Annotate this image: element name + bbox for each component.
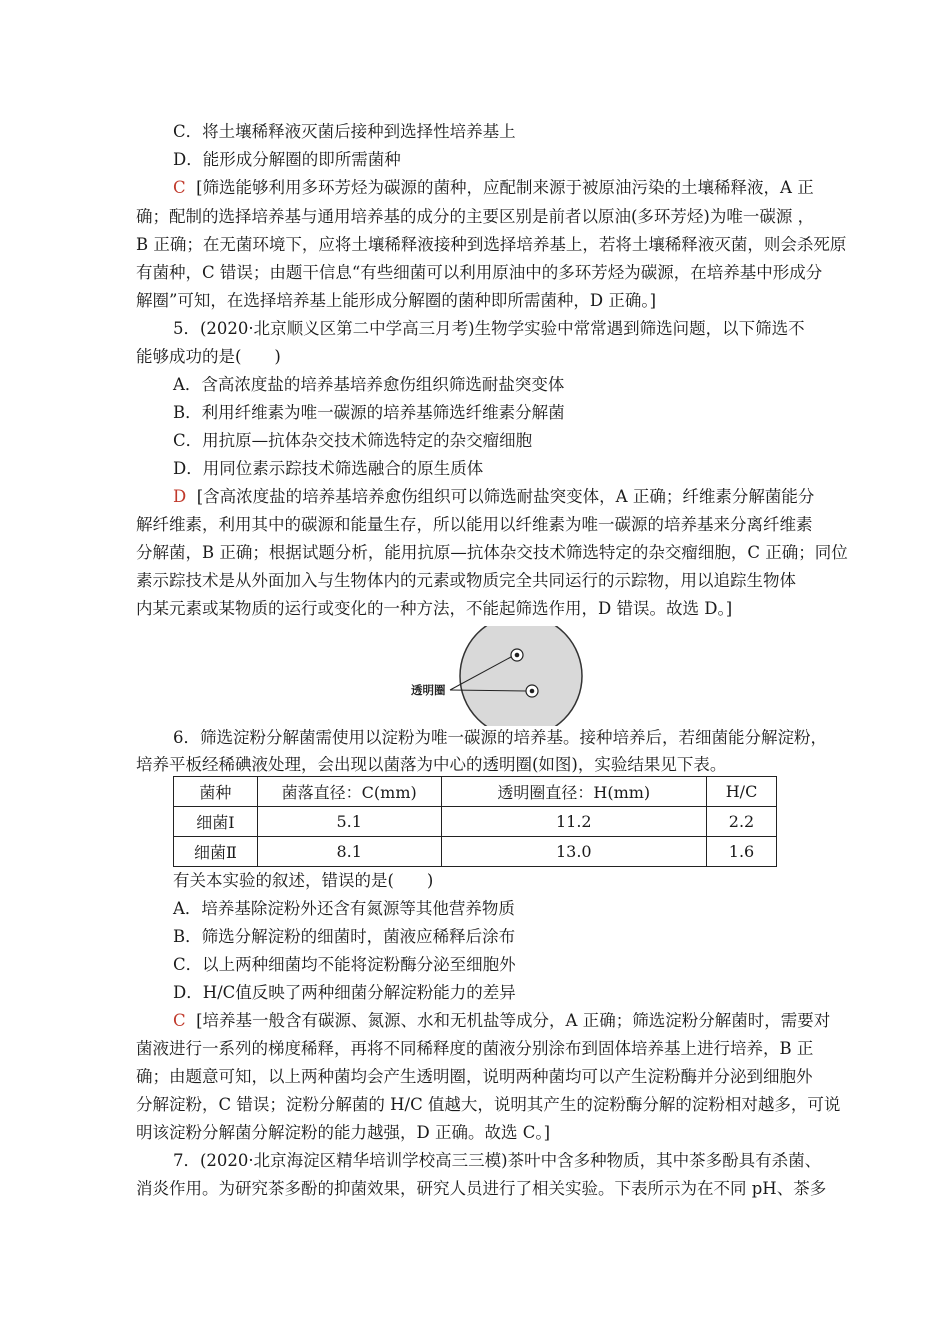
- q6-stem-line-2: 培养平板经稀碘液处理，会出现以菌落为中心的透明圈(如图)，实验结果见下表。: [136, 755, 727, 774]
- q4-explanation-line-4: 有菌种，C 错误；由题干信息“有些细菌可以利用原油中的多环芳烃为碳源，在培养基中形成分: [136, 263, 823, 282]
- q6-stem-line-1: 6．筛选淀粉分解菌需使用以淀粉为唯一碳源的培养基。接种培养后，若细菌能分解淀粉，: [173, 728, 827, 747]
- table-cell: 细菌Ⅱ: [174, 837, 258, 867]
- colony-2: [530, 689, 535, 694]
- q6-option-d: D．H/C值反映了两种细菌分解淀粉能力的差异: [173, 983, 516, 1002]
- q7-stem-line-2: 消炎作用。为研究茶多酚的抑菌效果，研究人员进行了相关实验。下表所示为在不同 pH、茶多: [136, 1179, 827, 1198]
- table-cell: 1.6: [707, 837, 777, 867]
- table-header-row: [174, 777, 777, 807]
- q5-option-a: A．含高浓度盐的培养基培养愈伤组织筛选耐盐突变体: [173, 375, 565, 394]
- q5-stem-line-2: 能够成功的是( ): [136, 347, 281, 366]
- q4-explanation-line-3: B 正确；在无菌环境下，应将土壤稀释液接种到选择培养基上，若将土壤稀释液灭菌，则会杀死原: [136, 235, 847, 254]
- q5-explanation-line-5: 内某元素或某物质的运行或变化的一种方法，不能起筛选作用，D 错误。故选 D。]: [136, 599, 733, 618]
- q6-explanation-line-2: 菌液进行一系列的梯度稀释，再将不同稀释度的菌液分别涂布到固体培养基上进行培养，B 正: [136, 1039, 814, 1058]
- q6-explanation-line-4: 分解淀粉，C 错误；淀粉分解菌的 H/C 值越大，说明其产生的淀粉酶分解的淀粉相对越多，可说: [136, 1095, 841, 1114]
- q4-option-c: C．将土壤稀释液灭菌后接种到选择性培养基上: [173, 122, 516, 141]
- q6-explanation-line-3: 确；由题意可知，以上两种菌均会产生透明圈，说明两种菌均可以产生淀粉酶并分泌到细胞外: [136, 1067, 813, 1086]
- q5-explanation-line-4: 素示踪技术是从外面加入与生物体内的元素或物质完全共同运行的示踪物，用以追踪生物体: [136, 571, 796, 590]
- colony-1: [515, 653, 520, 658]
- q6-option-b: B．筛选分解淀粉的细菌时，菌液应稀释后涂布: [173, 927, 516, 946]
- q6-explanation-line-1: C [培养基一般含有碳源、氮源、水和无机盐等成分，A 正确；筛选淀粉分解菌时，需要对: [173, 1011, 831, 1030]
- q6-option-a: A．培养基除淀粉外还含有氮源等其他营养物质: [173, 899, 515, 918]
- q4-explanation-line-1: C [筛选能够利用多环芳烃为碳源的菌种，应配制来源于被原油污染的土壤稀释液，A 正: [173, 178, 814, 197]
- q6-results-table: [173, 776, 777, 867]
- table-header-cell: 菌落直径：C(mm): [257, 777, 441, 807]
- q5-option-c: C．用抗原—抗体杂交技术筛选特定的杂交瘤细胞: [173, 431, 533, 450]
- q4-explanation-line-2: 确；配制的选择培养基与通用培养基的成分的主要区别是前者以原油(多环芳烃)为唯一碳源 ，: [136, 207, 815, 226]
- q4-option-d: D．能形成分解圈的即所需菌种: [173, 150, 401, 169]
- table-header-cell: 透明圈直径：H(mm): [441, 777, 706, 807]
- q4-answer: C: [173, 178, 186, 197]
- q5-explanation-line-2: 解纤维素，利用其中的碳源和能量生存，所以能用以纤维素为唯一碳源的培养基来分离纤维素: [136, 515, 813, 534]
- culture-plate: [460, 626, 582, 726]
- q6-after-table: 有关本实验的叙述，错误的是( ): [173, 871, 434, 890]
- table-cell: 8.1: [257, 837, 441, 867]
- transparent-ring-figure: [405, 626, 585, 726]
- q4-explanation-line-5: 解圈”可知，在选择培养基上能形成分解圈的菌种即所需菌种，D 正确。]: [136, 291, 657, 310]
- table-row: [174, 837, 777, 867]
- q5-option-d: D．用同位素示踪技术筛选融合的原生质体: [173, 459, 484, 478]
- q6-option-c: C．以上两种细菌均不能将淀粉酶分泌至细胞外: [173, 955, 516, 974]
- table-cell: 11.2: [441, 807, 706, 837]
- q5-explanation-line-3: 分解菌，B 正确；根据试题分析，能用抗原—抗体杂交技术筛选特定的杂交瘤细胞，C 正确；同位: [136, 543, 848, 562]
- q5-explanation-line-1: D [含高浓度盐的培养基培养愈伤组织可以筛选耐盐突变体，A 正确；纤维素分解菌能分: [173, 487, 815, 506]
- table-cell: 2.2: [707, 807, 777, 837]
- q7-stem-line-1: 7．(2020·北京海淀区精华培训学校高三三模)茶叶中含多种物质，其中茶多酚具有杀菌、: [173, 1151, 822, 1170]
- table-row: [174, 807, 777, 837]
- q6-answer: C: [173, 1011, 186, 1030]
- table-cell: 细菌Ⅰ: [174, 807, 258, 837]
- q5-answer: D: [173, 487, 187, 506]
- table-cell: 5.1: [257, 807, 441, 837]
- table-header-cell: 菌种: [174, 777, 258, 807]
- q5-option-b: B．利用纤维素为唯一碳源的培养基筛选纤维素分解菌: [173, 403, 565, 422]
- q6-explanation-line-5: 明该淀粉分解菌分解淀粉的能力越强，D 正确。故选 C。]: [136, 1123, 551, 1142]
- table-cell: 13.0: [441, 837, 706, 867]
- q5-stem-line-1: 5．(2020·北京顺义区第二中学高三月考)生物学实验中常常遇到筛选问题，以下筛选不: [173, 319, 805, 338]
- table-header-cell: H/C: [707, 777, 777, 807]
- figure-label: 透明圈: [411, 683, 446, 697]
